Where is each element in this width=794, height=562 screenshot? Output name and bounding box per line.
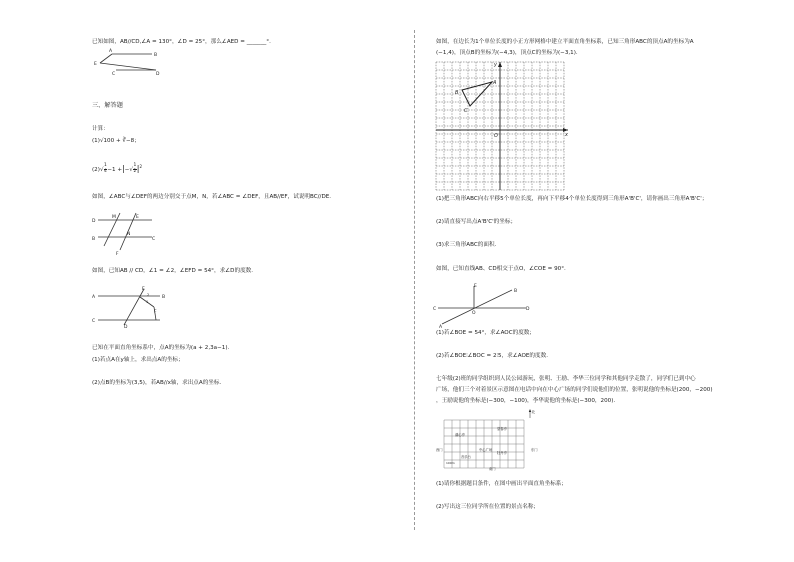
label-b: B xyxy=(455,90,459,96)
figure-angle-aed xyxy=(96,50,166,76)
label-south-gate: 南门 xyxy=(489,467,496,471)
label-x: x xyxy=(565,132,568,138)
question-coord-line1: 已知在平面直角坐标系中，点A的坐标为(a + 2,3a−1). xyxy=(92,345,230,351)
label-a: A xyxy=(439,325,443,330)
figure-park-map xyxy=(436,408,546,472)
label-angle-1: 1 xyxy=(146,300,149,304)
label-e: E xyxy=(142,287,145,292)
question-park-sub1: (1)请你根据题目条件，在图中画出平面直角坐标系； xyxy=(436,481,567,487)
fraction-sqrt: $\frac{1}{4}$ xyxy=(104,163,107,174)
y-axis-arrow xyxy=(498,62,502,67)
label-m: M xyxy=(112,215,116,220)
label-f: F xyxy=(154,310,157,315)
label-b: B xyxy=(162,295,166,300)
label-yinyue: 音乐台 xyxy=(461,455,471,459)
label-north: 北 xyxy=(531,410,536,414)
label-d: D xyxy=(526,307,530,312)
label-c: C xyxy=(464,108,468,114)
label-center: 中心广场 xyxy=(479,448,493,452)
label-o: O xyxy=(494,133,498,139)
figure-intersecting-lines xyxy=(434,284,530,328)
figure-angle-d xyxy=(90,285,172,329)
label-east-gate: 东门 xyxy=(531,448,538,452)
label-d: D xyxy=(156,72,160,77)
column-divider xyxy=(414,30,415,530)
label-mudan: 牡丹亭 xyxy=(497,451,507,455)
label-b: B xyxy=(514,289,518,294)
section-title: 三、解答题 xyxy=(92,102,123,109)
question-angle-aed: 已知如图，AB//CD,∠A = 130°，∠D = 25°，那么∠AED = _______°. xyxy=(92,39,271,45)
question-triangle-sub3: (3)求三角形ABC的面积. xyxy=(436,242,497,248)
label-huxin: 湖心亭 xyxy=(455,433,465,437)
question-coord-line2: (1)若点A在y轴上，求出点A的坐标； xyxy=(92,357,184,363)
calc-item-2: (2)√ $\frac{1}{4}$ −1 +|−√ $\frac{1}{2}$ $|^2$ xyxy=(92,163,143,174)
label-a: A xyxy=(92,295,96,300)
question-parallel: 如图，∠ABC与∠DEF的两边分别交于点M，N，若∠ABC = ∠DEF，且AB//EF，试说明BC//DE. xyxy=(92,194,332,200)
segment-ed xyxy=(100,63,156,70)
label-angle-2: 2 xyxy=(147,293,150,297)
label-e: E xyxy=(136,215,139,220)
question-coord-line3: (2)点B的坐标为(3,5)，若AB//x轴，求出点A的坐标. xyxy=(92,380,222,386)
question-park-line1: 七年级(2)班的同学组织到人民公园游玩，张明、王励、李华三位同学和其他同学走散了，同学们已到中心 xyxy=(436,376,696,382)
label-wangchun: 望春亭 xyxy=(497,427,507,431)
figure-coordinate-grid xyxy=(434,58,574,194)
question-park-line3: ，王励说他的坐标是(−300，−100)，李华说他的坐标是(−300，200). xyxy=(436,398,616,404)
label-a: A xyxy=(493,80,497,86)
label-c: C xyxy=(112,72,116,77)
question-triangle-line1: 如图，在边长为1个单位长度的小正方形网格中建立平面直角坐标系，已知三角形ABC的顶点A的坐标为A xyxy=(436,39,694,45)
fraction-second: $\frac{1}{2}$ xyxy=(133,163,137,174)
line-ab xyxy=(442,290,512,324)
calc-item-1: (1)√100 + ∛−8； xyxy=(92,138,140,144)
label-o: O xyxy=(472,311,476,316)
label-west-gate: 西门 xyxy=(436,448,443,452)
label-e: E xyxy=(474,284,477,289)
label-n: N xyxy=(127,232,131,237)
question-lines-sub2: (2)若∠BOE∶∠BOC = 2∶5，求∠AOE的度数. xyxy=(436,353,548,359)
label-d: D xyxy=(92,219,96,224)
question-park-sub2: (2)写出这三位同学所在位置的景点名称； xyxy=(436,504,540,510)
label-scale: 100m xyxy=(446,461,455,465)
question-triangle-line2: (−1,4)，顶点B的坐标为(−4,3)，顶点C的坐标为(−3,1). xyxy=(436,50,578,56)
label-f: F xyxy=(116,252,119,257)
calc-title: 计算： xyxy=(92,126,109,132)
question-angle-d: 如图，已知AB // CD，∠1 = ∠2，∠EFD = 54°，求∠D的度数. xyxy=(92,268,254,274)
label-y: y xyxy=(494,62,497,68)
map-grid xyxy=(444,420,524,468)
question-lines: 如图，已知直线AB、CD相交于点O，∠COE = 90°. xyxy=(436,266,566,272)
label-d: D xyxy=(124,325,128,330)
label-b: B xyxy=(92,237,96,242)
question-triangle-sub1: (1)把三角形ABC向右平移5个单位长度，再向下平移4个单位长度得到三角形A'B'C'，请你画出三角形A'B'C'； xyxy=(436,196,708,202)
label-c: C xyxy=(433,307,437,312)
label-c: C xyxy=(92,319,96,324)
label-a: A xyxy=(109,49,113,54)
label-e: E xyxy=(94,62,97,67)
label-b: B xyxy=(154,53,158,58)
segment-ea xyxy=(100,54,112,63)
question-lines-sub1: (1)若∠BOE = 54°，求∠AOC的度数； xyxy=(436,330,535,336)
calc1-expression: √100 + ∛−8； xyxy=(99,138,140,144)
question-triangle-sub2: (2)请直接写出点A'B'C'的坐标； xyxy=(436,219,517,225)
label-c: C xyxy=(152,237,156,242)
question-park-line2: 广场，他们三个对着景区示意图在电话中向在中心广场的同学们说他们的位置，张明说他的坐标是(200，−200) xyxy=(436,387,713,393)
figure-parallel xyxy=(90,210,160,256)
